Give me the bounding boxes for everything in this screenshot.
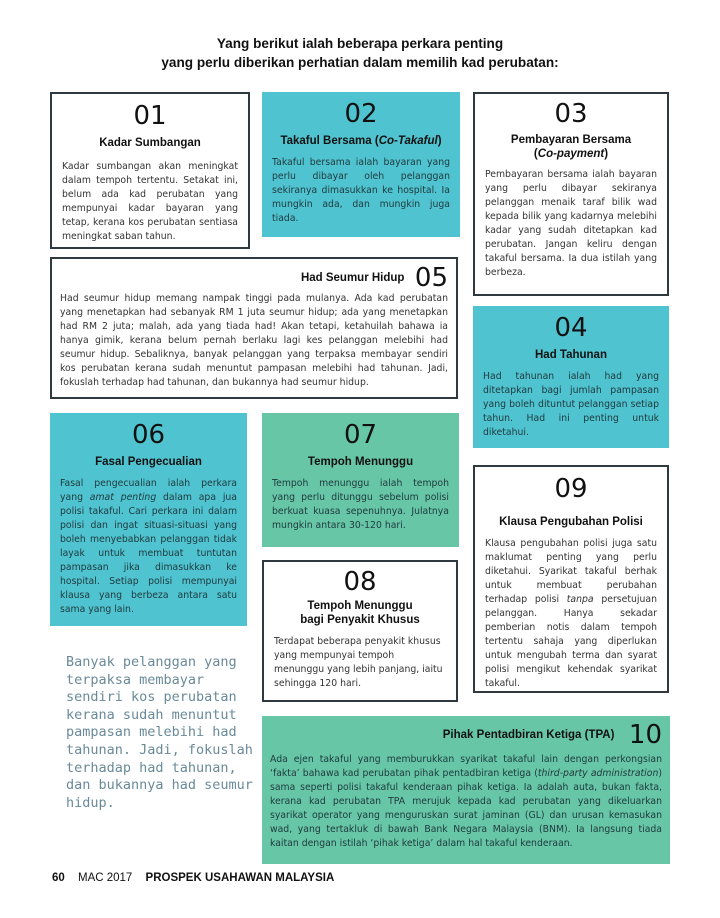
card-08: [262, 560, 458, 702]
card-text: Terdapat beberapa penyakit khusus yang mempunyai tempoh menunggu yang lebih panjang, iaitu sehingga 120 hari.: [274, 636, 443, 689]
issue-date: MAC 2017: [78, 872, 133, 884]
card-title: Had Seumur Hidup: [300, 272, 405, 284]
card-text: Ada ejen takaful yang memburukkan syarikat takaful lain dengan perkongsian ‘fakta’ bahawa kad perubatan pihak pentadbiran ketiga (third-party administration) sama seperti polisi takaful kenderaan pihak ketiga. Ia adalah auta, bukan fakta, kerana kad perubatan TPA merujuk kepada kad perubatan yang dikeluarkan syarikat operator yang menguruskan surat jaminan (GL) dan urusan kemasukan wad, yang tertakluk di bawah Bank Negara Malaysia (BNM). Ia langsung tiada kaitan dengan istilah ‘pihak ketiga’ dalam hal takaful kenderaan.: [270, 754, 662, 849]
card-text: Had tahunan ialah had yang ditetapkan bagi jumlah pampasan yang boleh dituntut pelanggan setiap tahun. Had ini penting untuk diketahui.: [483, 371, 659, 438]
card-title: Fasal Pengecualian: [95, 456, 202, 468]
card-06: [50, 413, 247, 626]
card-title: Tempoh Menunggu: [307, 600, 413, 612]
card-01: [50, 92, 250, 249]
card-header: [60, 263, 448, 293]
card-number: 02: [344, 99, 378, 129]
card-10: [262, 716, 670, 864]
card-title: Takaful Bersama (Co-Takaful): [280, 135, 442, 147]
card-text: Fasal pengecualian ialah perkara yang amat penting dalam apa jua polisi takaful. Cari perkara ini dalam polisi dan ingat situasi-situasi yang boleh menyebabkan pelanggan tidak layak untuk membuat tuntutan pampasan jika dimasukkan ke hospital. Setiap polisi mempunyai klausa yang berbeza antara satu sama yang lain.: [60, 478, 237, 615]
card-title: Klausa Pengubahan Polisi: [499, 516, 643, 528]
card-title: Had Tahunan: [535, 349, 607, 361]
card-03: [473, 92, 669, 296]
heading-line-2: yang perlu diberikan perhatian dalam memilih kad perubatan:: [161, 55, 559, 70]
card-09: [473, 465, 669, 693]
card-number: 04: [554, 313, 588, 343]
pull-quote: Banyak pelanggan yang terpaksa membayar sendiri kos perubatan kerana sudah menuntut pampasan melebihi had tahunan. Jadi, fokuslah terhadap had tahunan, dan bukannya had seumur hidup.: [66, 654, 253, 811]
card-number: 05: [414, 263, 448, 293]
card-number: 01: [133, 101, 167, 131]
card-07: [262, 413, 459, 547]
card-title: Pihak Pentadbiran Ketiga (TPA): [442, 729, 615, 741]
card-number: 03: [554, 99, 588, 129]
card-text: Had seumur hidup memang nampak tinggi pada mulanya. Ada kad perubatan yang menetapkan had sebanyak RM 1 juta seumur hidup; ada yang menetapkan had RM 2 juta; malah, ada yang tiada had! Akan tetapi, ketahuilah bahawa ia hanya gimik, kerana belum pernah berlaku lagi kes pelanggan melebihi had seumur hidup. Sebaliknya, banyak pelanggan yang terpaksa membayar sendiri kos perubatan kerana sudah menuntut pampasan melebihi had tahunan. Jadi, fokuslah terhadap had tahunan, dan bukannya had seumur hidup.: [60, 293, 448, 388]
card-title: Kadar Sumbangan: [99, 137, 201, 149]
card-text: Takaful bersama ialah bayaran yang perlu dibayar oleh pelanggan sekiranya dimasukkan ke hospital. Ia mungkin ada, dan mungkin juga tiada.: [272, 157, 450, 224]
card-number: 09: [554, 474, 588, 504]
card-text: Pembayaran bersama ialah bayaran yang perlu dibayar sekiranya pelanggan menaik taraf bilik wad kepada bilik yang kadarnya melebihi kadar yang sudah ditetapkan kad perubatan. Jangan keliru dengan takaful bersama. Ia dua istilah yang berbeza.: [485, 169, 657, 278]
card-title: Pembayaran Bersama: [510, 134, 632, 146]
card-05: [50, 257, 458, 399]
card-04: [473, 306, 669, 448]
heading-line-1: Yang berikut ialah beberapa perkara penting: [216, 36, 504, 51]
card-title-line-2: bagi Penyakit Khusus: [300, 614, 420, 626]
card-title: Tempoh Menunggu: [307, 456, 414, 468]
page-heading: [0, 34, 720, 72]
page-footer: [52, 872, 334, 884]
card-number: 06: [131, 420, 166, 450]
card-text: Kadar sumbangan akan meningkat dalam tempoh tertentu. Setakat ini, belum ada kad perubatan yang mempunyai kadar bayaran yang tetap, kerana kos perubatan sentiasa meningkat saban tahun.: [62, 161, 238, 242]
card-text: Klausa pengubahan polisi juga satu maklumat penting yang perlu diketahui. Syarikat takaful berhak untuk membuat perubahan terhadap polisi tanpa persetujuan pelanggan. Hanya sekadar pemberian notis dalam tempoh tertentu sahaja yang diperlukan untuk mengubah terma dan syarat polisi mengikut kehendak syarikat takaful.: [485, 538, 657, 689]
page-number: 60: [52, 872, 65, 884]
card-title-sub: (Co-payment): [533, 148, 609, 160]
card-02: [262, 92, 460, 237]
card-number: 10: [628, 720, 662, 750]
publication-name: PROSPEK USAHAWAN MALAYSIA: [145, 872, 335, 884]
card-number: 07: [343, 420, 378, 450]
card-number: 08: [343, 567, 377, 597]
card-header: [270, 721, 662, 751]
card-text: Tempoh menunggu ialah tempoh yang perlu ditunggu sebelum polisi berkuat kuasa sepenuhnya. Julatnya mungkin antara 30-120 hari.: [272, 478, 449, 531]
